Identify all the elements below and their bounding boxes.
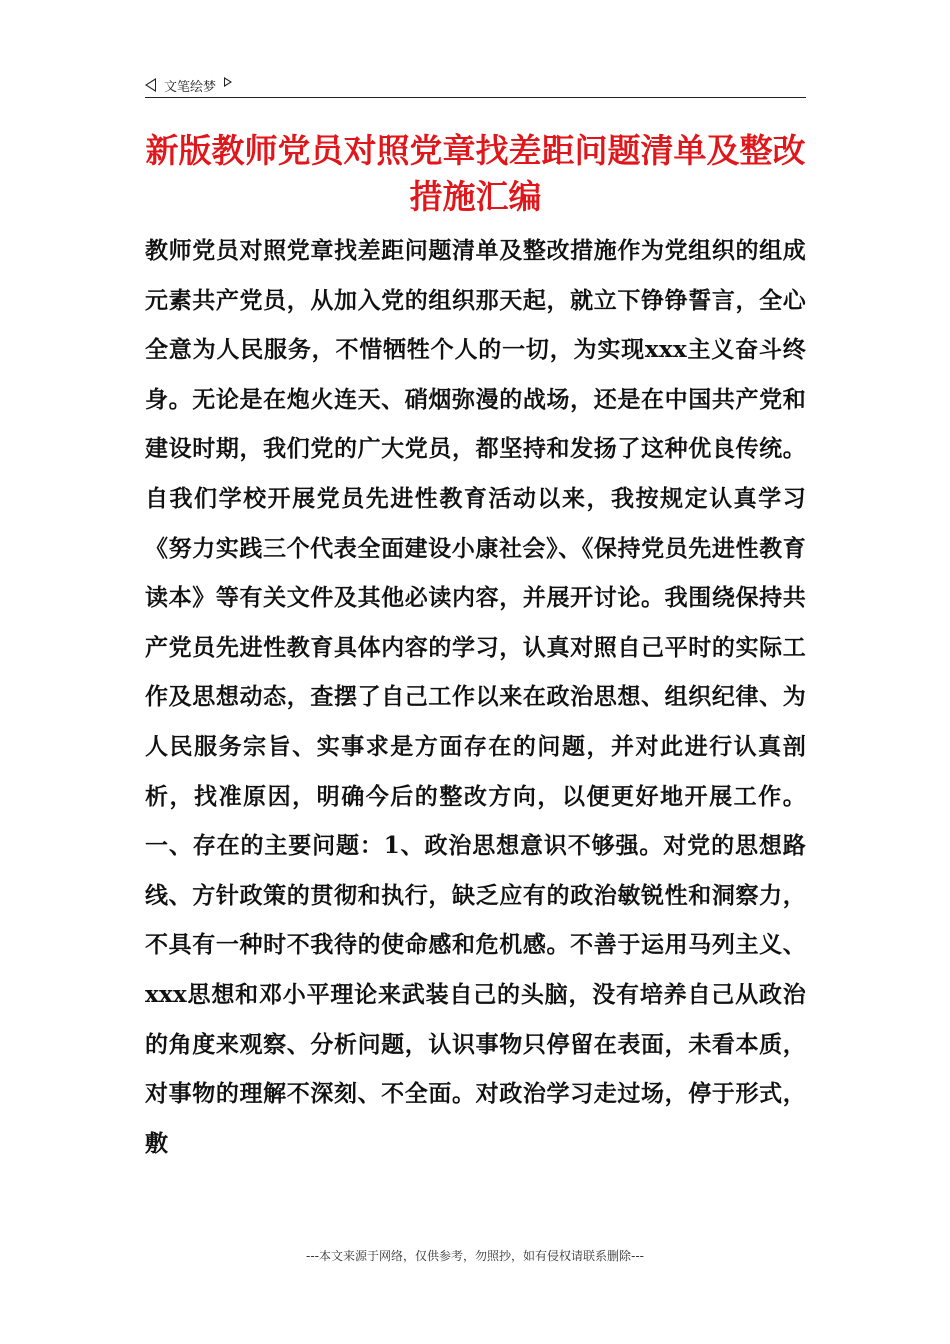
document-body: 教师党员对照党章找差距问题清单及整改措施作为党组织的组成元素共产党员，从加入党的组织那天起，就立下铮铮誓言，全心全意为人民服务，不惜牺牲个人的一切，为实现xxx主义奋斗终身。无论是在炮火连天、硝烟弥漫的战场，还是在中国共产党和建设时期，我们党的广大党员，都坚持和发扬了这种优良传统。自我们学校开展党员先进性教育活动以来，我按规定认真学习《努力实践三个代表全面建设小康社会》、《保持党员先进性教育读本》等有关文件及其他必读内容，并展开讨论。我围绕保持共产党员先进性教育具体内容的学习，认真对照自己平时的实际工作及思想动态，查摆了自己工作以来在政治思想、组织纪律、为人民服务宗旨、实事求是方面存在的问题，并对此进行认真剖析，找准原因，明确今后的整改方向，以便更好地开展工作。一、存在的主要问题：1、政治思想意识不够强。对党的思想路线、方针政策的贯彻和执行，缺乏应有的政治敏锐性和洞察力，不具有一种时不我待的使命感和危机感。不善于运用马列主义、xxx思想和邓小平理论来武装自己的头脑，没有培养自己从政治的角度来观察、分析问题，认识事物只停留在表面，未看本质，对事物的理解不深刻、不全面。对政治学习走过场，停于形式，敷 bbox=[145, 237, 806, 1157]
triangle-left-icon bbox=[145, 78, 156, 92]
page-header bbox=[145, 74, 806, 96]
header-brand: 文笔绘梦 bbox=[164, 79, 217, 95]
triangle-right-icon bbox=[224, 77, 232, 87]
header-divider bbox=[145, 97, 806, 98]
footer-notice: ---本文来源于网络，仅供参考，勿照抄，如有侵权请联系删除--- bbox=[306, 1249, 644, 1263]
document-title: 新版教师党员对照党章找差距问题清单及整改措施汇编 bbox=[145, 131, 806, 216]
